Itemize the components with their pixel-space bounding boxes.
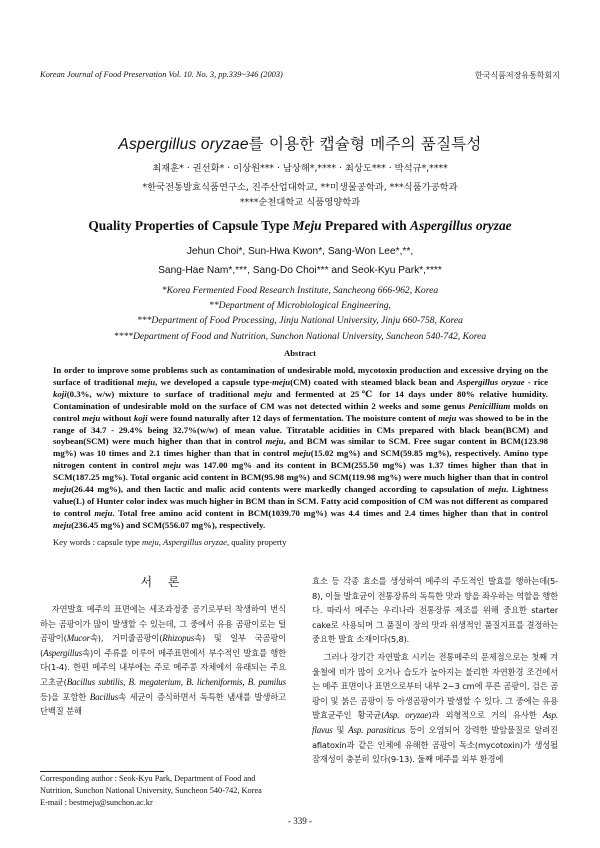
english-title-mid: Prepared with: [321, 218, 411, 233]
journal-header: Korean Journal of Food Preservation Vol. 10. No. 3, pp.339~346 (2003): [40, 70, 283, 79]
english-authors-line-1: Jehun Choi*, Sun-Hwa Kwon*, Sang-Won Lee*,**,: [186, 246, 414, 257]
keywords: Key words : capsule type meju, Aspergillus oryzae, quality property: [53, 537, 287, 547]
korean-title: [0, 132, 600, 154]
body-left-column: [40, 602, 286, 722]
english-title-pre: Quality Properties of Capsule Type: [88, 218, 293, 233]
english-affiliation-4: ****Department of Food and Nutrition, Sunchon National University, Suncheon 540-742, Korea: [113, 331, 487, 342]
abstract-heading: Abstract: [284, 348, 316, 358]
society-header: 한국식품저장유통학회지: [474, 71, 560, 80]
body-right-column: [312, 574, 558, 770]
korean-title-rest: 를 이용한 캡슐형 메주의 품질특성: [248, 135, 482, 153]
korean-affiliation-2: ****순천대학교 식품영양학과: [239, 197, 361, 208]
english-title-meju: Meju: [292, 218, 322, 233]
korean-authors: 최재훈* · 권선화* · 이상원*** · 남상해*,**** · 최상도*** · 박석규*,****: [152, 163, 448, 174]
english-title: [0, 218, 600, 234]
korean-affiliation-1: *한국전통발효식품연구소, 진주산업대학교, **미생물공학과, ***식품가공학과: [142, 182, 458, 193]
english-affiliation-2: **Department of Microbiological Engineering,: [209, 300, 391, 311]
footnote-rule: [40, 771, 164, 772]
english-authors-line-2: Sang-Hae Nam*,***, Sang-Do Choi*** and Seok-Kyu Park*,****: [158, 265, 442, 276]
corresponding-author-footnote: Corresponding author : Seok-Kyu Park, Department of Food and Nutrition, Sunchon National University, Suncheon 540-742, Korea E-mail : bestmeju@sunchon.ac.kr: [40, 773, 290, 810]
page-number: - 339 -: [288, 816, 312, 826]
author-email[interactable]: E-mail : bestmeju@sunchon.ac.kr: [40, 798, 153, 808]
intro-paragraph-2: 그러나 장기간 자연발효 시키는 전통메주의 문제점으로는 첫째 겨울철에 비가 많이 오거나 습도가 높아지는 불리한 자연환경 조건에서는 메주 표면이나 표면으로부터 내부 2∼3 cm에 푸른 곰팡이, 검은 곰팡이 및 붉은 곰팡이 등 아생곰팡이가 발생할 수 있다. 그 중에는 유용 발효균주인 황국균(Asp. oryzae)과 외형적으로 거의 유사한 Asp. flavus 및 Asp. parasiticus 등이 오염되어 강력한 발암물질로 알려진 aflatoxin과 같은 인체에 유해한 곰팡이 독소(mycotoxin)가 생성될 잠재성이 충분히 있다(9-13). 둘째 메주를 외부 환경에: [312, 651, 558, 765]
intro-paragraph-continued: 효소 등 각종 효소를 생성하여 메주의 주도적인 발효를 행하는데(5-8), 이들 발효균이 전통장류의 독특한 맛과 향을 좌우하는 역할을 행한다. 따라서 메주는 우리나라 전통장류 제조를 위해 중요한 starter cake로 사용되며 그 품질이 장의 맛과 위생적인 품질지표를 결정하는 중요한 발효 소재이다(5,8).: [312, 576, 558, 645]
english-title-species: Aspergillus oryzae: [410, 218, 512, 233]
english-affiliation-1: *Korea Fermented Food Research Institute, Sancheong 666-962, Korea: [161, 285, 439, 296]
intro-paragraph-1: 자연발효 메주의 표면에는 세조과정중 공기로부터 착생하여 번식하는 곰팡이가 많이 발생할 수 있는데, 그 중에서 유용 곰팡이로는 털곰팡이(Mucor속), 거미줄곰팡이(Rhizopus속) 및 일부 국곰팡이(Aspergillus속)이 주류를 이루어 메주표면에서 부수적인 발효를 행한다(1-4). 한편 메주의 내부에는 주로 메주콩 자체에서 유래되는 주요 고초균(Bacillus subtilis, B. megaterium, B. licheniformis, B. pumilus 등)을 포함한 Bacillus속 세균이 증식하면서 독특한 냄새를 발생하고 단백질 분해: [40, 604, 287, 717]
english-affiliation-3: ***Department of Food Processing, Jinju National University, Jinju 660-758, Korea: [137, 315, 463, 326]
section-title-introduction: 서 론: [140, 575, 186, 589]
korean-title-species: Aspergillus oryzae: [118, 136, 249, 153]
abstract-body: In order to improve some problems such as contamination of undesirable mold, mycotoxin production and excessive drying on the surface of traditional meju, we developed a capsule type-meju(CM) coated with steamed black bean and Aspergillus oryzae - rice koji(0.3%, w/w) mixture to surface of traditional meju and fermented at 25℃ for 14 days under 80% relative humidity. Contamination of undesirable mold on the surface of CM was not detected within 2 weeks and some genus Penicillium molds on control meju without koji were found naturally after 12 days of fermentation. The moisture content of meju was showed to be in the range of 34.7 - 29.4% being 32.7%(w/w) of mean value. Titratable acidities in CMs prepared with black bean(BCM) and soybean(SCM) were much higher than that in control meju, and BCM was similar to SCM. Free sugar content in BCM(123.98 mg%) was 10 times and 2.1 times higher than that in control meju(15.02 mg%) and SCM(59.85 mg%), respectively. Amino type nitrogen content in control meju was 147.00 mg% and its content in BCM(255.50 mg%) was 1.37 times higher than that in SCM(187.25 mg%). Total organic acid content in BCM(95.98 mg%) and SCM(119.98 mg%) were much higher than that in control meju(26.44 mg%), and then lactic and malic acid contents were markedly changed according to capsulation of meju. Lightness value(L) of Hunter color index was much higher in BCM than in SCM. Fatty acid composition of CM was not different as compared to control meju. Total free amino acid content in BCM(1039.70 mg%) was 4.4 times and 2.4 times higher than that in control meju(236.45 mg%) and SCM(556.07 mg%), respectively.: [53, 365, 549, 530]
